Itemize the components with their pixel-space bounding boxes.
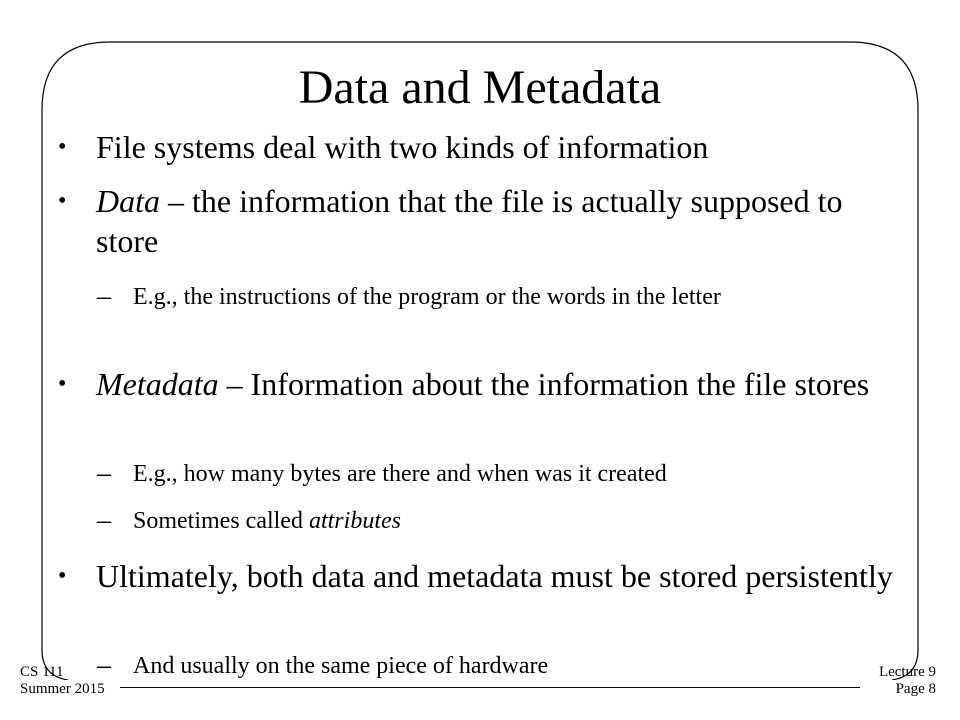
- sub-bullet-item: [97, 650, 873, 683]
- sub-bullet-text: E.g., the instructions of the program or the words in the letter: [133, 284, 721, 310]
- dash-marker-icon: –: [97, 281, 111, 312]
- sub-bullet-item: [97, 505, 873, 538]
- footer-divider: [120, 687, 860, 688]
- bullet-dot-icon: •: [58, 563, 67, 589]
- bullet-item: [58, 127, 896, 167]
- slide-title: Data and Metadata: [298, 61, 662, 114]
- bullet-text: – the information that the file is actually supposed to store: [96, 183, 843, 259]
- footer-page: Page 8: [895, 681, 936, 697]
- bullet-text: Ultimately, both data and metadata must be stored persistently: [96, 558, 893, 594]
- sub-bullet-item: [97, 281, 873, 314]
- dash-marker-icon: –: [97, 650, 111, 681]
- bullet-text: – Information about the information the file stores: [218, 366, 870, 402]
- footer-term: Summer 2015: [20, 681, 105, 697]
- dash-marker-icon: –: [97, 505, 111, 536]
- bullet-dot-icon: •: [58, 371, 67, 397]
- sub-bullet-text: E.g., how many bytes are there and when was it created: [133, 461, 667, 487]
- footer-lecture: Lecture 9: [878, 664, 936, 680]
- bullet-item: [58, 364, 896, 404]
- footer-page-info: [879, 664, 936, 698]
- bullet-lead-italic: Data: [96, 183, 160, 219]
- bullet-dot-icon: •: [58, 188, 67, 214]
- dash-marker-icon: –: [97, 458, 111, 489]
- sub-bullet-text: And usually on the same piece of hardware: [133, 653, 549, 679]
- sub-bullet-text: Sometimes called: [133, 508, 309, 534]
- sub-bullet-italic: attributes: [308, 508, 401, 534]
- sub-bullet-item: [97, 458, 873, 491]
- bullet-item: [58, 181, 896, 261]
- footer-course-info: [20, 664, 105, 698]
- bullet-dot-icon: •: [58, 134, 67, 160]
- footer-course: CS 111: [20, 664, 64, 680]
- bullet-lead-italic: Metadata: [96, 366, 219, 402]
- bullet-text: File systems deal with two kinds of information: [96, 129, 709, 165]
- bullet-item: [58, 556, 896, 596]
